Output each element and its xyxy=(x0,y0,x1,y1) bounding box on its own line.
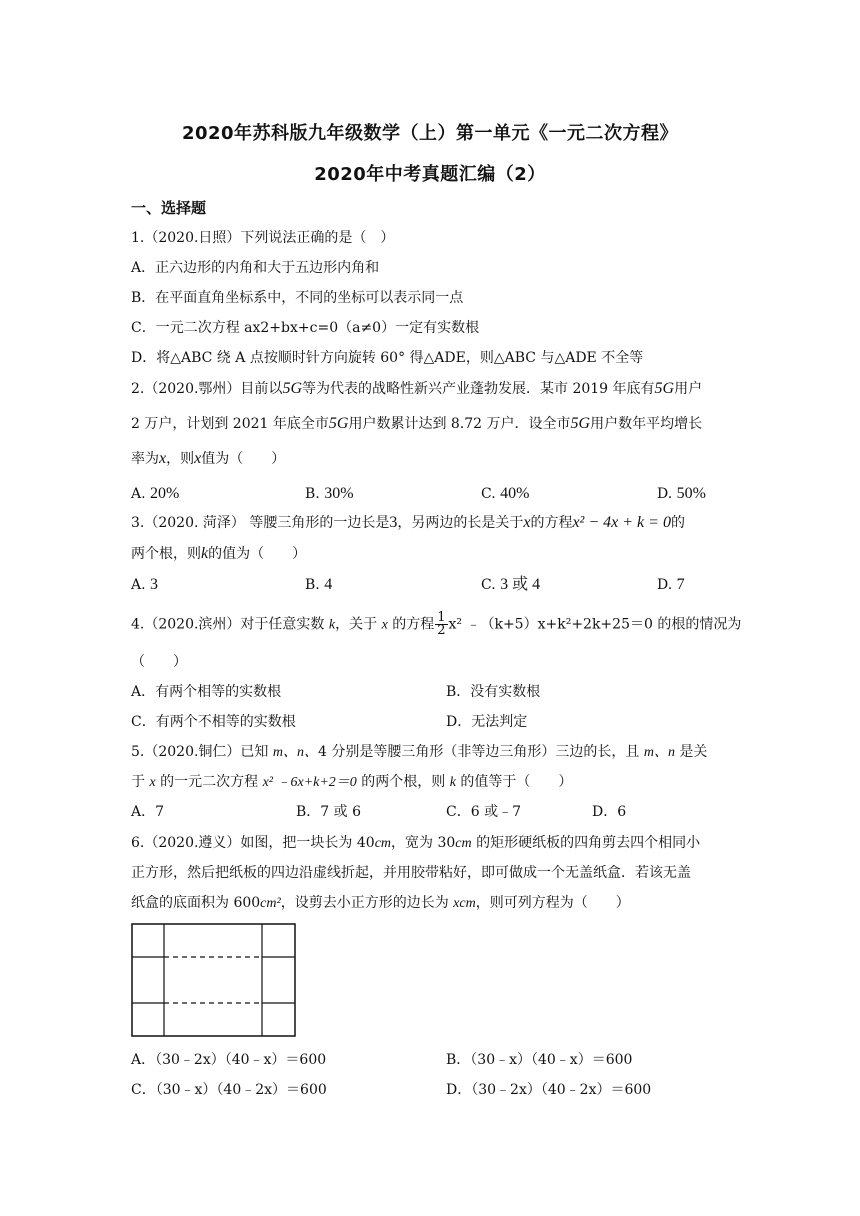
page-title: 2020年苏科版九年级数学（上）第一单元《一元二次方程》 xyxy=(181,123,679,144)
question-3-line-1: 3.（2020. 菏泽） 等腰三角形的一边长是3，另两边的长是关于x的方程x² − 4x + k = 0的 xyxy=(131,514,685,531)
fraction-one-half: $\frac{1}{2}$ xyxy=(437,610,446,638)
question-1-option-a: A．正六边形的内角和大于五边形内角和 xyxy=(131,260,380,276)
question-5-option-c: C．6 或﹣7 xyxy=(446,804,521,820)
question-2-line-2: 2 万户，计划到 2021 年底全市5G用户数累计达到 8.72 万户．设全市5G用户数年平均增长 xyxy=(131,415,703,432)
question-3-option-c: C. 3 或 4 xyxy=(481,576,541,593)
section-heading: 一、选择题 xyxy=(131,199,207,217)
question-4-option-a: A．有两个相等的实数根 xyxy=(131,684,282,700)
outer-rectangle xyxy=(132,924,295,1036)
question-6-line-3: 纸盒的底面积为 600cm²，设剪去小正方形的边长为 xcm，则可列方程为（ ） xyxy=(131,895,630,911)
question-2-line-3: 率为x，则x值为（ ） xyxy=(131,450,286,467)
question-4-option-c: C．有两个不相等的实数根 xyxy=(131,714,296,730)
question-1-option-b: B．在平面直角坐标系中，不同的坐标可以表示同一点 xyxy=(131,290,464,306)
page-subtitle: 2020年中考真题汇编（2） xyxy=(314,164,546,185)
question-2-option-a: A. 20% xyxy=(131,485,180,502)
question-5-option-d: D．6 xyxy=(592,804,627,820)
question-5-line-1: 5.（2020.铜仁）已知 m、n、4 分别是等腰三角形（非等边三角形）三边的长，且 m、n 是关 xyxy=(131,744,708,760)
question-4-line-2: （ ） xyxy=(131,654,187,670)
question-5-line-2: 于 x 的一元二次方程 x² ﹣6x+k+2＝0 的两个根，则 k 的值等于（ ） xyxy=(131,774,573,790)
question-2-option-d: D. 50% xyxy=(657,485,706,502)
question-1-option-c: C．一元二次方程 ax2+bx+c=0（a≠0）一定有实数根 xyxy=(131,320,480,336)
question-4-line-1: 4.（2020.滨州）对于任意实数 k，关于 x 的方程 $\frac{1}{2}$ x² ﹣（k+5）x+k²+2k+25＝0 的根的情况为 xyxy=(131,610,742,638)
question-1-stem: 1.（2020.日照）下列说法正确的是（ ） xyxy=(131,230,395,246)
question-5-option-a: A．7 xyxy=(131,804,165,820)
question-3-line-2: 两个根，则k的值为（ ） xyxy=(131,545,307,562)
question-3-option-a: A. 3 xyxy=(131,576,159,593)
cardboard-diagram xyxy=(131,923,297,1039)
question-2-option-b: B. 30% xyxy=(305,485,354,502)
question-4-option-b: B．没有实数根 xyxy=(446,684,541,700)
question-6-option-a: A．（30﹣2x）（40﹣x）＝600 xyxy=(131,1052,327,1068)
question-6-option-c: C．（30﹣x）（40﹣2x）＝600 xyxy=(131,1082,327,1098)
question-6-line-1: 6.（2020.遵义）如图，把一块长为 40cm，宽为 30cm 的矩形硬纸板的四角剪去四个相同小 xyxy=(131,835,701,851)
question-2-option-c: C. 40% xyxy=(481,485,530,502)
question-6-option-b: B．（30﹣x）（40﹣x）＝600 xyxy=(446,1052,633,1068)
question-4-option-d: D．无法判定 xyxy=(446,714,528,730)
question-6-option-d: D．（30﹣2x）（40﹣2x）＝600 xyxy=(446,1082,652,1098)
question-3-option-b: B. 4 xyxy=(305,576,333,593)
question-5-option-b: B．7 或 6 xyxy=(296,804,362,820)
question-6-line-2: 正方形，然后把纸板的四边沿虚线折起，并用胶带粘好，即可做成一个无盖纸盒．若该无盖 xyxy=(131,865,691,881)
question-3-option-d: D. 7 xyxy=(657,576,685,593)
question-1-option-d: D．将△ABC 绕 A 点按顺时针方向旋转 60° 得△ADE，则△ABC 与△ADE 不全等 xyxy=(131,350,644,366)
question-2-line-1: 2.（2020.鄂州）目前以5G等为代表的战略性新兴产业蓬勃发展．某市 2019 年底有5G用户 xyxy=(131,380,703,397)
